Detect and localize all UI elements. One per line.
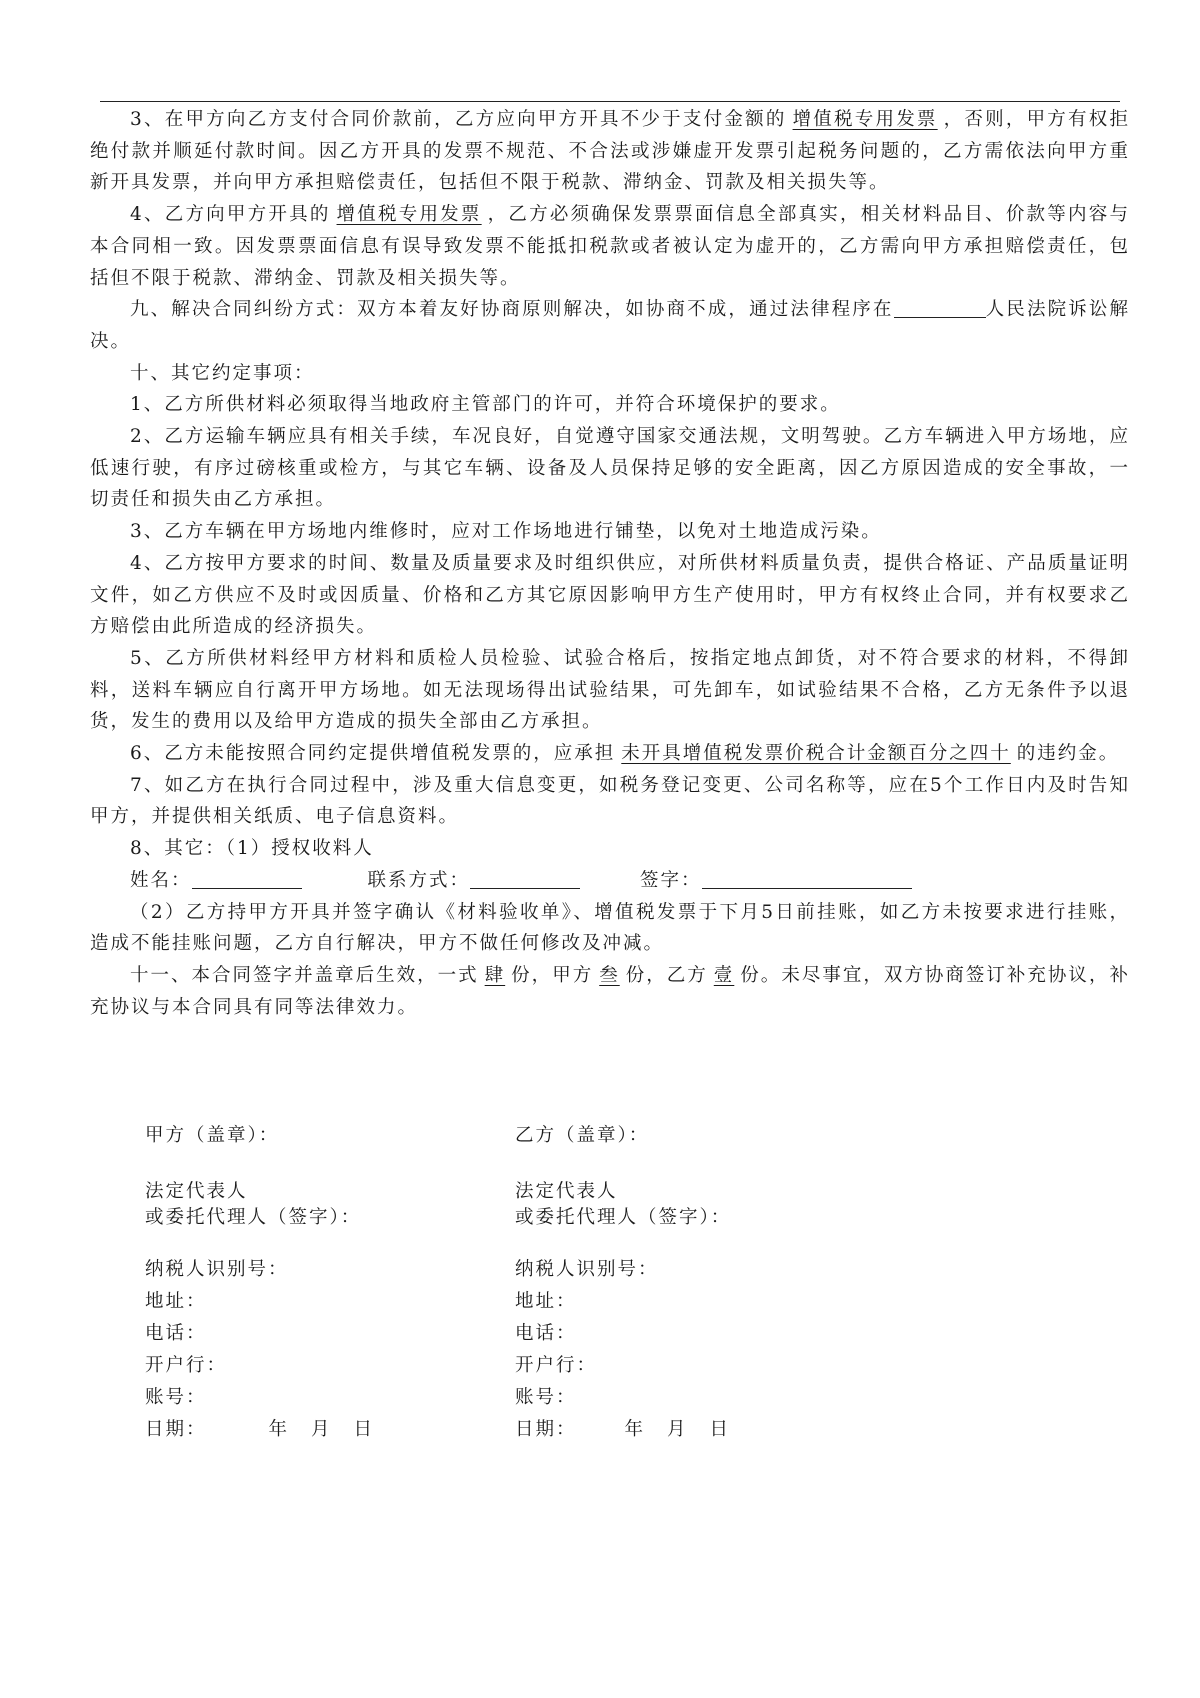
party-a-agent-label: 或委托代理人（签字）： [145, 1207, 362, 1228]
party-b-date-line [515, 1414, 731, 1446]
party-a-signature-block [145, 1120, 374, 1446]
month-label: 月 [311, 1419, 332, 1440]
header-rule [100, 101, 1120, 102]
party-a-phone-label: 电话： [145, 1323, 207, 1344]
copies-total: 肆 [484, 964, 506, 986]
clause-text: 份，甲方 [511, 964, 594, 986]
receiver-sign-blank [702, 869, 912, 889]
authorized-receiver-line [90, 865, 1130, 897]
party-b-tax-id-label: 纳税人识别号： [515, 1259, 659, 1280]
clause-10-1: 1、乙方所供材料必须取得当地政府主管部门的许可，并符合环境保护的要求。 [130, 394, 841, 416]
clause-10-8-2: （2）乙方持甲方开具并签字确认《材料验收单》、增值税发票于下月5日前挂账，如乙方未按要求进行挂账，造成不能挂账问题，乙方自行解决，甲方不做任何修改及冲减。 [90, 901, 1130, 955]
party-a-date-line [145, 1414, 374, 1446]
clause-10-2: 2、乙方运输车辆应具有相关手续，车况良好，自觉遵守国家交通法规，文明驾驶。乙方车辆进入甲方场地，应低速行驶，有序过磅核重或检方，与其它车辆、设备及人员保持足够的安全距离，因乙方原因造成的安全事故，一切责任和损失由乙方承担。 [90, 426, 1130, 511]
receiver-name-blank [192, 869, 302, 889]
invoice-type: 增值税专用发票 [336, 204, 482, 226]
copies-party-a: 叁 [599, 964, 620, 986]
clause-text: 6、乙方未能按照合同约定提供增值税发票的，应承担 [130, 743, 616, 765]
party-b-seal-label: 乙方（盖章）： [515, 1125, 650, 1146]
clause-text: ，乙方必须确保发票票面信息全部真实，相关材料品目、价款等内容与本合同相一致。因发票票面信息有误导致发票不能抵扣税款或者被认定为虚开的，乙方需向甲方承担赔偿责任，包括但不限于税款、滞纳金、罚款及相关损失等。 [90, 204, 1130, 289]
date-label: 日期： [515, 1419, 577, 1440]
party-a-seal-label: 甲方（盖章）： [145, 1125, 280, 1146]
clause-10-3: 3、乙方车辆在甲方场地内维修时，应对工作场地进行铺垫，以免对土地造成污染。 [130, 521, 882, 543]
year-label: 年 [268, 1419, 290, 1440]
receiver-contact-blank [470, 869, 580, 889]
clause-11 [90, 960, 1130, 1023]
party-a-rep-label: 法定代表人 [145, 1181, 248, 1202]
party-a-tax-id-label: 纳税人识别号： [145, 1259, 289, 1280]
party-a-account-label: 账号： [145, 1387, 207, 1408]
clause-text: 份。未尽事宜，双方协商签订补充协议，补充协议与本合同具有同等法律效力。 [90, 964, 1130, 1018]
clause-text: 九、解决合同纠纷方式：双方本着友好协商原则解决，如协商不成，通过法律程序在 [130, 299, 894, 321]
invoice-type: 增值税专用发票 [792, 109, 938, 130]
date-label: 日期： [145, 1419, 207, 1440]
copies-party-b: 壹 [713, 964, 735, 986]
clause-10-7: 7、如乙方在执行合同过程中，涉及重大信息变更，如税务登记变更、公司名称等，应在5个工作日内及时告知甲方，并提供相关纸质、电子信息资料。 [90, 774, 1130, 828]
clause-10-5: 5、乙方所供材料经甲方材料和质检人员检验、试验合格后，按指定地点卸货，对不符合要求的材料，不得卸料，送料车辆应自行离开甲方场地。如无法现场得出试验结果，可先卸车，如试验结果不合格，乙方无条件予以退货，发生的费用以及给甲方造成的损失全部由乙方承担。 [90, 647, 1130, 733]
day-label: 日 [709, 1419, 731, 1440]
clause-text: 3、在甲方向乙方支付合同价款前，乙方应向甲方开具不少于支付金额的 [130, 109, 787, 130]
party-a-bank-label: 开户行： [145, 1355, 228, 1376]
year-label: 年 [624, 1419, 646, 1440]
clause-9 [90, 294, 1130, 357]
clause-8-3 [90, 104, 1130, 199]
court-blank [894, 299, 986, 319]
party-b-phone-label: 电话： [515, 1323, 577, 1344]
clause-10-6 [90, 738, 1130, 770]
party-b-agent-label: 或委托代理人（签字）： [515, 1207, 732, 1228]
receiver-contact-label: 联系方式： [367, 869, 471, 891]
clause-8-4 [90, 199, 1130, 294]
clause-10-4: 4、乙方按甲方要求的时间、数量及质量要求及时组织供应，对所供材料质量负责，提供合格证、产品质量证明文件，如乙方供应不及时或因质量、价格和乙方其它原因影响甲方生产使用时，甲方有权终止合同，并有权要求乙方赔偿由此所造成的经济损失。 [90, 552, 1130, 638]
party-b-signature-block [515, 1120, 731, 1446]
party-b-address-label: 地址： [515, 1291, 577, 1312]
party-b-rep-label: 法定代表人 [515, 1181, 618, 1202]
clause-text: 的违约金。 [1016, 743, 1120, 765]
clause-text: ，否则，甲方有权拒绝付款并顺延付款时间。因乙方开具的发票不规范、不合法或涉嫌虚开发票引起税务问题的，乙方需依法向甲方重新开具发票，并向甲方承担赔偿责任，包括但不限于税款、滞纳金、罚款及相关损失等。 [90, 109, 1130, 194]
receiver-sign-label: 签字： [640, 869, 702, 891]
clause-text: 人民法院诉讼解决。 [90, 299, 1130, 352]
contract-body [90, 104, 1130, 1023]
day-label: 日 [353, 1419, 375, 1440]
clause-10-title: 十、其它约定事项： [130, 362, 315, 384]
party-a-address-label: 地址： [145, 1291, 207, 1312]
clause-text: 份，乙方 [625, 964, 708, 986]
clause-10-8: 8、其它：（1）授权收料人 [130, 838, 374, 860]
month-label: 月 [667, 1419, 688, 1440]
clause-text: 十一、本合同签字并盖章后生效，一式 [130, 964, 479, 986]
receiver-name-label: 姓名： [130, 869, 192, 891]
party-b-account-label: 账号： [515, 1387, 577, 1408]
penalty-amount: 未开具增值税发票价税合计金额百分之四十 [621, 743, 1011, 765]
clause-text: 4、乙方向甲方开具的 [130, 204, 331, 226]
party-b-bank-label: 开户行： [515, 1355, 598, 1376]
